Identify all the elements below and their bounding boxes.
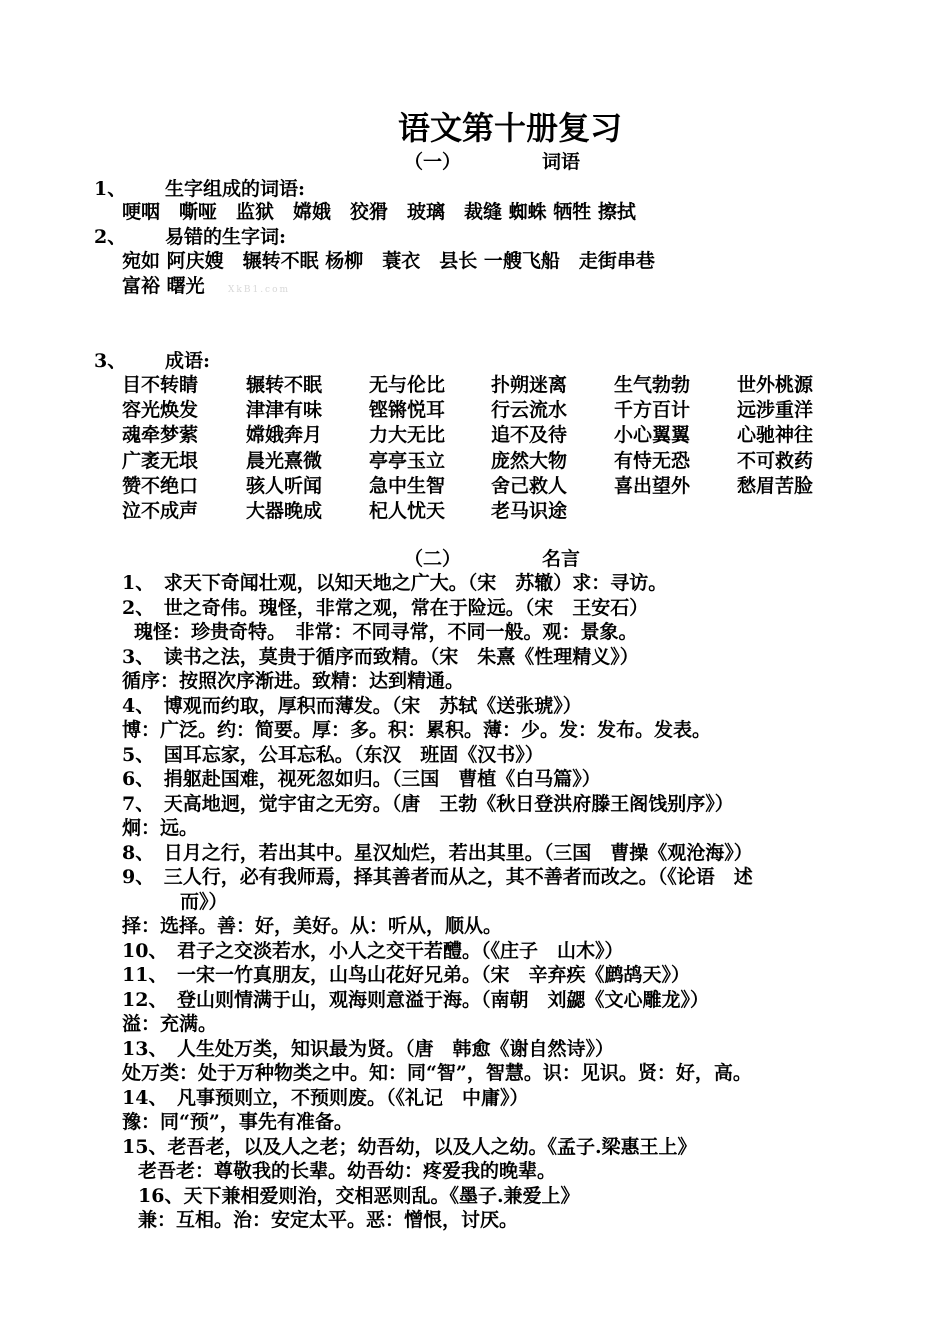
idiom: 亭亭玉立: [369, 449, 446, 472]
sub2-line2: 富裕 曙光: [122, 275, 205, 297]
watermark: XkB1.com: [228, 285, 291, 295]
sub2-label: 易错的生字词:: [165, 226, 287, 248]
idiom: 魂牵梦萦: [122, 424, 199, 447]
quote-line: 博：广泛。约：简要。厚：多。积：累积。薄：少。发：发布。发表。: [122, 719, 712, 741]
sub2-line1: 宛如 阿庆嫂 辗转不眠 杨柳 蓑衣 县长 一艘飞船 走街串巷: [122, 250, 655, 272]
quote-line: 炯：远。: [122, 817, 199, 839]
quote-line: 6、 捐躯赴国难，视死忽如归。（三国 曹植《白马篇》）: [122, 768, 601, 790]
idiom: 心驰神往: [737, 424, 814, 447]
quote-line: 老吾老：尊敬我的长辈。幼吾幼：疼爱我的晚辈。: [138, 1160, 557, 1182]
idiom: 不可救药: [737, 449, 814, 472]
idiom: 辗转不眠: [246, 374, 323, 396]
idiom: 舍己救人: [491, 474, 568, 497]
idiom: 无与伦比: [369, 374, 446, 396]
idiom: 津津有味: [246, 399, 323, 422]
idiom: 力大无比: [369, 424, 446, 447]
idiom: 生气勃勃: [614, 374, 691, 396]
idiom: 杞人忧天: [369, 500, 446, 522]
quote-line: 16、天下兼相爱则治，交相恶则乱。《墨子.兼爱上》: [138, 1184, 580, 1207]
quote-line: 5、 国耳忘家，公耳忘私。（东汉 班固《汉书》）: [122, 743, 544, 766]
quote-line: 13、 人生处万类，知识最为贤。（唐 韩愈《谢自然诗》）: [122, 1037, 614, 1060]
section2-name: 名言: [542, 548, 581, 570]
idiom: 行云流水: [491, 399, 568, 422]
sub1-words: 哽咽 嘶哑 监狱 嫦娥 狡猾 玻璃 裁缝 蜘蛛 牺牲 擦拭: [122, 201, 636, 223]
quote-line: 1、 求天下奇闻壮观，以知天地之广大。（宋 苏辙）求：寻访。: [122, 572, 668, 594]
idiom: 晨光熹微: [246, 449, 323, 472]
quote-line: 瑰怪：珍贵奇特。 非常：不同寻常，不同一般。观：景象。: [134, 621, 638, 643]
idiom: 追不及待: [491, 424, 568, 447]
quote-line: 3、 读书之法，莫贵于循序而致精。（宋 朱熹《性理精义》）: [122, 645, 639, 668]
idiom: 有恃无恐: [614, 449, 691, 472]
quote-line: 循序：按照次序渐进。致精：达到精通。: [122, 670, 465, 692]
idiom: 赞不绝口: [122, 474, 199, 497]
quote-line: 14、 凡事预则立，不预则废。（《礼记 中庸》）: [122, 1086, 529, 1109]
idiom: 急中生智: [369, 474, 446, 497]
quote-line: 7、 天高地迥，觉宇宙之无穷。（唐 王勃《秋日登洪府滕王阁饯别序》）: [122, 792, 734, 815]
idiom: 容光焕发: [122, 399, 199, 422]
quote-line: 兼：互相。治：安定太平。恶：憎恨，讨厌。: [138, 1209, 519, 1231]
idiom: 千方百计: [614, 399, 691, 422]
quote-line: 4、 博观而约取，厚积而薄发。（宋 苏轼《送张琥》）: [122, 694, 582, 717]
sub1-number: 1、: [94, 178, 127, 200]
quote-line: 2、 世之奇伟。瑰怪，非常之观，常在于险远。（宋 王安石）: [122, 596, 649, 619]
quote-line: 而》）: [180, 890, 228, 913]
idiom: 广袤无垠: [122, 449, 199, 472]
section2-number: （二）: [404, 548, 462, 570]
idiom: 骇人听闻: [246, 474, 323, 497]
idiom: 大器晚成: [246, 500, 323, 522]
quote-line: 15、老吾老，以及人之老；幼吾幼，以及人之幼。《孟子.梁惠王上》: [122, 1135, 697, 1158]
idiom: 世外桃源: [737, 374, 814, 396]
idiom: 喜出望外: [614, 474, 691, 497]
quote-line: 9、 三人行，必有我师焉，择其善者而从之，其不善者而改之。（《论语 述: [122, 866, 753, 888]
section1-name: 词语: [542, 151, 581, 173]
quote-line: 处万类：处于万种物类之中。知：同“智”，智慧。识：见识。贤：好，高。: [122, 1062, 752, 1084]
section1-number: （一）: [404, 151, 462, 173]
sub3-number: 3、: [94, 350, 127, 372]
idiom: 愁眉苦脸: [737, 474, 814, 497]
quote-line: 溢：充满。: [122, 1013, 218, 1035]
sub1-label: 生字组成的词语:: [165, 178, 306, 200]
quote-line: 豫：同“预”，事先有准备。: [122, 1111, 353, 1133]
quote-line: 11、 一宋一竹真朋友，山鸟山花好兄弟。（宋 辛弃疾《鹧鸪天》）: [122, 964, 690, 986]
quote-line: 8、 日月之行，若出其中。星汉灿烂，若出其里。（三国 曹操《观沧海》）: [122, 841, 753, 864]
idiom: 铿锵悦耳: [369, 399, 446, 422]
page-title: 语文第十册复习: [397, 109, 622, 147]
idiom: 目不转睛: [122, 374, 199, 396]
idiom: 小心翼翼: [614, 424, 691, 447]
idiom: 泣不成声: [122, 500, 199, 522]
quote-line: 择：选择。善：好，美好。从：听从，顺从。: [122, 915, 503, 937]
quote-line: 12、 登山则情满于山，观海则意溢于海。（南朝 刘勰《文心雕龙》）: [122, 988, 709, 1011]
idiom: 扑朔迷离: [491, 374, 568, 396]
sub2-number: 2、: [94, 226, 127, 248]
idiom: 庞然大物: [491, 449, 568, 472]
idiom: 老马识途: [491, 500, 568, 522]
idiom: 远涉重洋: [737, 399, 814, 422]
sub3-label: 成语:: [165, 350, 211, 372]
quote-line: 10、 君子之交淡若水，小人之交干若醴。（《庄子 山木》）: [122, 939, 624, 962]
idiom: 嫦娥奔月: [246, 424, 323, 447]
